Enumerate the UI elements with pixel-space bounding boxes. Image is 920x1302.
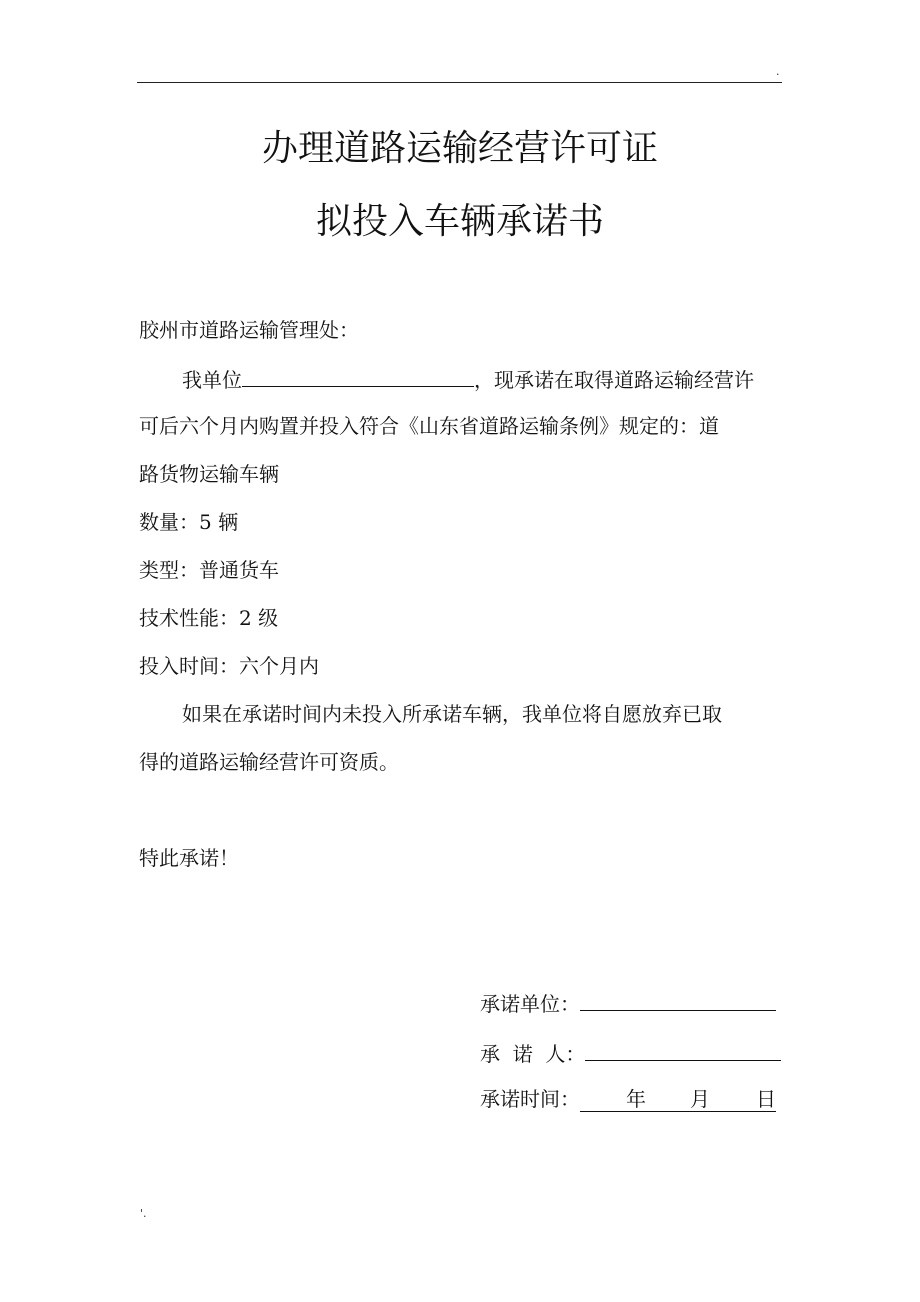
document-title-line2: 拟投入车辆承诺书	[315, 201, 604, 242]
signature-date-row	[480, 1087, 776, 1112]
day-label: 日	[756, 1087, 776, 1111]
signature-person-row	[480, 1040, 781, 1066]
header-rule	[137, 82, 782, 83]
paragraph-1-line-3: 路货物运输车辆	[139, 462, 279, 486]
signature-unit-row	[480, 990, 776, 1016]
footer-mark: '.	[140, 1207, 147, 1220]
paragraph-2-line-2: 得的道路运输经营许可资质。	[139, 750, 399, 774]
p1-start: 我单位	[182, 368, 242, 392]
month-label: 月	[690, 1087, 710, 1111]
paragraph-2-line-1: 如果在承诺时间内未投入所承诺车辆，我单位将自愿放弃已取	[182, 702, 722, 726]
signature-unit-blank[interactable]	[580, 990, 776, 1011]
unit-name-blank[interactable]	[242, 366, 474, 387]
quantity-line: 数量：5 辆	[139, 510, 239, 534]
year-label: 年	[626, 1087, 646, 1111]
tech-line: 技术性能：2 级	[139, 606, 279, 630]
type-line: 类型：普通货车	[139, 558, 279, 582]
paragraph-1-line-1	[182, 366, 754, 392]
signature-person-label: 承 诺 人：	[480, 1042, 586, 1066]
signature-date-blank[interactable]	[580, 1087, 776, 1112]
signature-unit-label: 承诺单位：	[480, 992, 580, 1016]
paragraph-1-line-2: 可后六个月内购置并投入符合《山东省道路运输条例》规定的：道	[139, 414, 719, 438]
timing-line: 投入时间：六个月内	[139, 654, 319, 678]
document-title-line1: 办理道路运输经营许可证	[261, 128, 658, 169]
closing-text: 特此承诺！	[139, 846, 239, 870]
corner-mark: .	[776, 65, 780, 78]
addressee: 胶州市道路运输管理处：	[139, 318, 359, 342]
signature-date-label: 承诺时间：	[480, 1087, 580, 1111]
p1-after-blank: ，现承诺在取得道路运输经营许	[474, 368, 754, 392]
signature-person-blank[interactable]	[585, 1040, 781, 1061]
